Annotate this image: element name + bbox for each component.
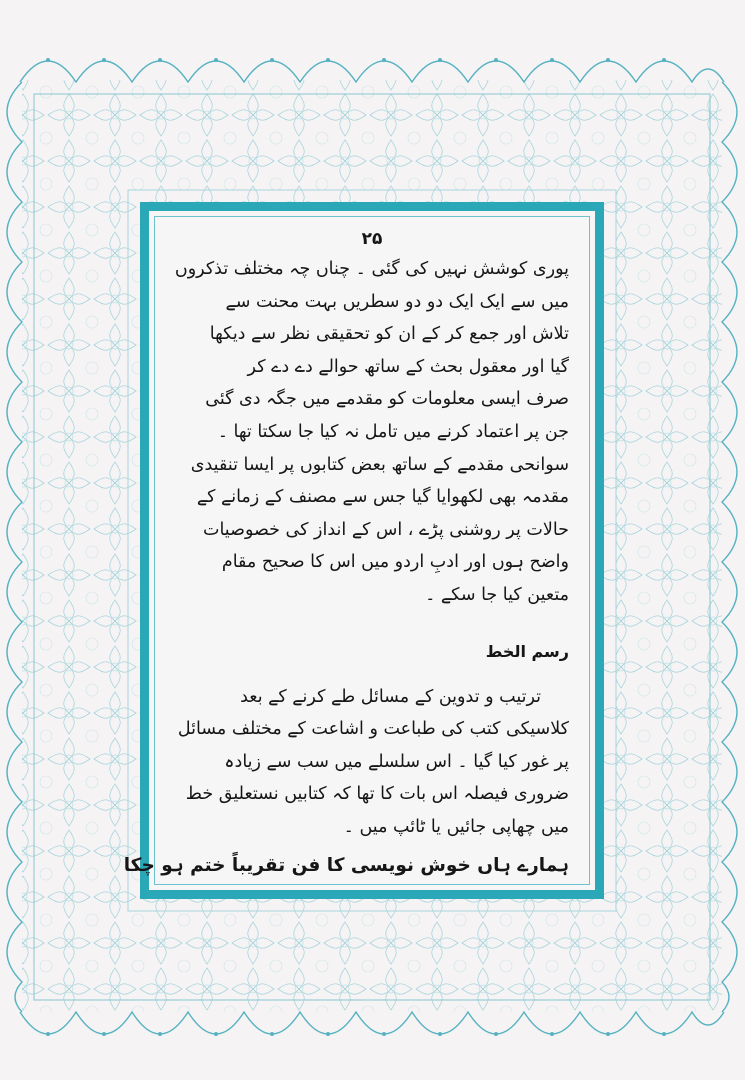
page-text — [123, 229, 569, 880]
text-line: ترتیب و تدوین کے مسائل طے کرنے کے بعد — [240, 686, 541, 707]
text-line: ضروری فیصلہ اس بات کا تھا کہ کتابیں نستعلیق خط — [185, 784, 569, 805]
paragraph-3-first-line — [123, 850, 569, 883]
text-line: ہمارے ہاں خوش نویسی کا فن تقریباً ختم ہو چکا — [123, 854, 569, 876]
text-line: واضح ہوں اور ادبِ اردو میں اس کا صحیح مقام — [221, 552, 569, 573]
text-line: سوانحی مقدمے کے ساتھ بعض کتابوں پر ایسا تنقیدی — [190, 454, 569, 475]
text-line: صرف ایسی معلومات کو مقدمے میں جگہ دی گئی — [205, 389, 569, 410]
text-line: حالات پر روشنی پڑے ، اس کے انداز کی خصوصیات — [203, 519, 569, 540]
text-line: پر غور کیا گیا ۔ اس سلسلے میں سب سے زیادہ — [224, 751, 569, 772]
text-line: پوری کوشش نہیں کی گئی ۔ چناں چہ مختلف تذکروں — [174, 259, 569, 279]
paragraph-2 — [175, 681, 569, 844]
page-number: ۲۵ — [361, 229, 383, 249]
text-line: کلاسیکی کتب کی طباعت و اشاعت کے مختلف مسائل — [177, 719, 569, 740]
text-line: مقدمہ بھی لکھوایا گیا جس سے مصنف کے زمانے کے — [196, 487, 569, 508]
paragraph-1 — [175, 253, 569, 612]
section-heading: رسم الخط — [485, 641, 569, 661]
text-panel-frame — [123, 202, 604, 899]
text-line: میں سے ایک ایک دو دو سطریں بہت محنت سے — [225, 291, 569, 312]
text-line: گیا اور معقول بحث کے ساتھ حوالے دے دے کر — [247, 356, 569, 377]
text-line: متعین کیا جا سکے ۔ — [425, 584, 569, 605]
text-line: جن پر اعتماد کرنے میں تامل نہ کیا جا سکتا تھا ۔ — [217, 421, 569, 442]
text-line: تلاش اور جمع کر کے ان کو تحقیقی نظر سے دیکھا — [209, 324, 569, 345]
text-line: میں چھاپی جائیں یا ٹائپ میں ۔ — [343, 816, 569, 837]
